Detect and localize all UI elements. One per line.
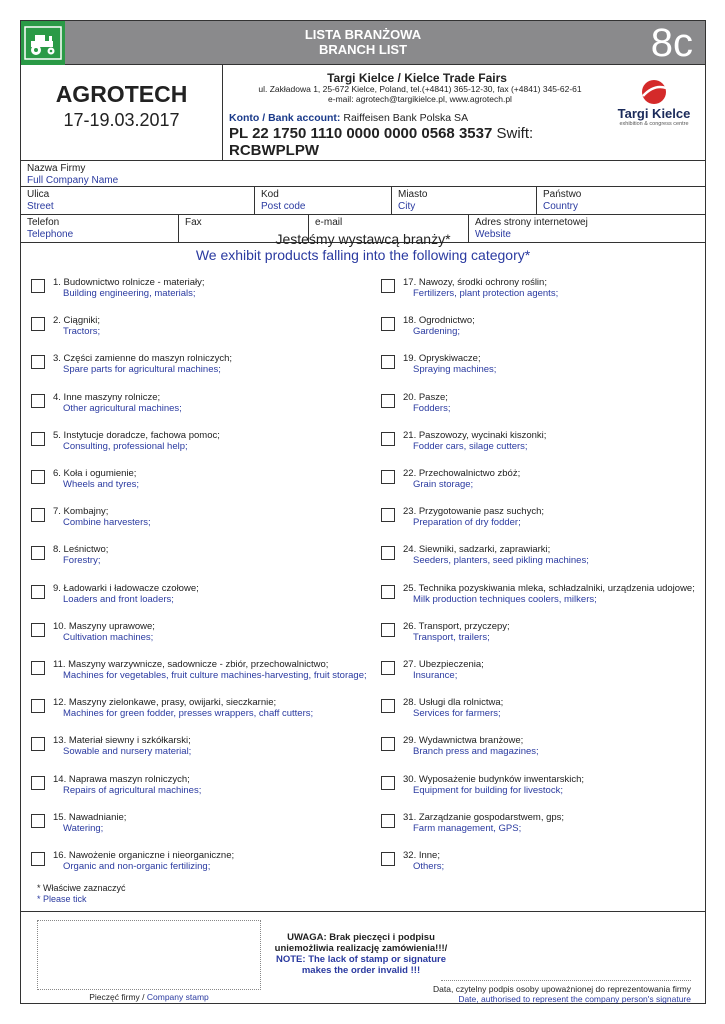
konto-label: Konto / — [229, 112, 266, 124]
category-checkbox[interactable] — [31, 852, 45, 866]
website-label-pl: Adres strony internetowej — [475, 217, 588, 228]
category-label-en: Others; — [413, 861, 445, 872]
list-title — [21, 27, 705, 57]
category-label-en: Gardening; — [413, 326, 461, 338]
category-label-pl: 21. Paszowozy, wycinaki kiszonki; — [403, 429, 547, 441]
category-label-pl: 22. Przechowalnictwo zbóż; — [403, 468, 521, 479]
category-label-pl: 14. Naprawa maszyn rolniczych; — [53, 773, 190, 785]
category-heading-en: We exhibit products falling into the following category* — [195, 247, 531, 263]
category-label-pl: 28. Usługi dla rolnictwa; — [403, 697, 504, 709]
signature-label-pl: Data, czytelny podpis osoby upoważnionej do reprezentowania firmy — [433, 984, 691, 994]
category-label-pl: 15. Nawadnianie; — [53, 811, 127, 823]
category-checkbox[interactable] — [31, 546, 45, 560]
category-checkbox[interactable] — [381, 546, 395, 560]
category-checkbox[interactable] — [381, 279, 395, 293]
street-label-en: Street — [27, 201, 54, 212]
category-checkbox[interactable] — [381, 317, 395, 331]
category-label-en: Machines for green fodder, presses wrappers, chaff cutters; — [63, 708, 314, 720]
category-label-pl: 20. Pasze; — [403, 391, 448, 403]
address-row — [21, 187, 705, 215]
category-label-en: Consulting, professional help; — [63, 440, 188, 452]
category-checkbox[interactable] — [381, 355, 395, 369]
category-label-en: Transport, trailers; — [413, 631, 490, 643]
category-label-en: Farm management, GPS; — [413, 822, 522, 834]
postcode-label-pl: Kod — [261, 189, 279, 200]
category-checkbox[interactable] — [381, 852, 395, 866]
event-name: AGROTECH — [55, 81, 188, 107]
category-label-pl: 32. Inne; — [403, 850, 440, 861]
category-label-pl: 12. Maszyny zielonkawe, prasy, owijarki, sieczkarnie; — [53, 697, 277, 709]
category-label-pl: 16. Nawożenie organiczne i nieorganiczne; — [53, 850, 235, 861]
event-block — [21, 65, 223, 160]
company-name-field[interactable] — [21, 161, 705, 186]
company-label-pl: Nazwa Firmy — [27, 163, 86, 174]
category-label-pl: 30. Wyposażenie budynków inwentarskich; — [403, 773, 585, 785]
signature-label-en: Date, authorised to represent the company person's signature — [458, 994, 691, 1004]
logo-subtitle: exhibition & congress centre — [619, 121, 689, 127]
category-checkbox[interactable] — [31, 776, 45, 790]
category-label-pl: 10. Maszyny uprawowe; — [53, 620, 155, 632]
category-label-en: Equipment for building for livestock; — [413, 784, 563, 796]
country-label-en: Country — [543, 201, 579, 212]
category-label-en: Fodder cars, silage cutters; — [413, 440, 528, 452]
category-label-en: Forestry; — [63, 555, 101, 567]
category-checkbox[interactable] — [381, 623, 395, 637]
category-checkbox[interactable] — [31, 279, 45, 293]
category-label-en: Tractors; — [63, 326, 101, 338]
category-heading-pl: Jesteśmy wystawcą branży* — [275, 231, 451, 247]
organizer-email: e-mail: agrotech@targikielce.pl, www.agrotech.pl — [328, 93, 512, 104]
organizer-address: ul. Zakładowa 1, 25-672 Kielce, Poland, tel.(+4841) 365-12-30, fax (+4841) 345-62-61 — [258, 84, 582, 94]
category-checkbox[interactable] — [31, 699, 45, 713]
category-label-en: Wheels and tyres; — [63, 479, 140, 490]
email-label: e-mail — [315, 217, 343, 228]
postcode-label-en: Post code — [261, 201, 306, 212]
category-label-en: Preparation of dry fodder; — [413, 517, 521, 529]
category-label-pl: 29. Wydawnictwa branżowe; — [403, 735, 524, 747]
category-label-pl: 9. Ładowarki i ładowacze czołowe; — [53, 582, 199, 594]
category-checkbox[interactable] — [381, 776, 395, 790]
category-label-en: Fodders; — [413, 402, 451, 414]
signature-label — [431, 984, 691, 1004]
category-label-pl: 19. Opryskiwacze; — [403, 353, 481, 365]
category-checkbox[interactable] — [381, 699, 395, 713]
logo-name: Targi Kielce — [617, 106, 691, 121]
category-checkbox[interactable] — [381, 814, 395, 828]
category-label-pl: 5. Instytucje doradcze, fachowa pomoc; — [53, 429, 220, 441]
category-label-pl: 13. Materiał siewny i szkółkarski; — [53, 735, 191, 747]
category-label-pl: 3. Części zamienne do maszyn rolniczych; — [53, 353, 232, 365]
category-checkbox[interactable] — [31, 737, 45, 751]
category-label-pl: 8. Leśnictwo; — [53, 544, 109, 556]
street-field[interactable] — [21, 187, 255, 214]
category-heading — [21, 231, 705, 263]
logo-mark-icon — [639, 79, 669, 105]
tick-note-pl: * Właściwe zaznaczyć — [37, 883, 126, 893]
category-label-pl: 2. Ciągniki; — [53, 315, 100, 327]
warning-en-2: makes the order invalid !!! — [301, 965, 421, 976]
category-label-pl: 7. Kombajny; — [53, 506, 109, 518]
category-label-en: Repairs of agricultural machines; — [63, 784, 202, 796]
category-checkbox[interactable] — [31, 317, 45, 331]
order-warning — [261, 932, 461, 976]
warning-pl-1: UWAGA: Brak pieczęci i podpisu — [287, 932, 435, 943]
category-label-pl: 18. Ogrodnictwo; — [403, 315, 475, 327]
phone-label-en: Telephone — [27, 229, 74, 240]
swift-code: RCBWPLPW — [229, 142, 319, 159]
category-checkbox[interactable] — [381, 737, 395, 751]
category-checkbox[interactable] — [31, 585, 45, 599]
form-frame — [20, 20, 706, 1004]
category-checkbox[interactable] — [31, 623, 45, 637]
bank-line — [229, 112, 611, 124]
category-label-en: Loaders and front loaders; — [63, 593, 174, 605]
organizer-block — [223, 65, 611, 160]
category-label-en: Fertilizers, plant protection agents; — [413, 288, 559, 299]
category-label-pl: 1. Budownictwo rolnicze - materiały; — [53, 277, 205, 288]
category-checkbox[interactable] — [31, 661, 45, 675]
category-label-en: Combine harvesters; — [63, 517, 151, 529]
category-label-en: Branch press and magazines; — [413, 746, 539, 758]
category-label-en: Machines for vegetables, fruit culture machines-harvesting, fruit storage; — [63, 670, 367, 681]
warning-pl-2: uniemożliwia realizację zamówienia!!!/ — [274, 943, 448, 954]
category-label-en: Watering; — [63, 822, 104, 834]
category-label-pl: 17. Nawozy, środki ochrony roślin; — [403, 277, 547, 288]
category-label-en: Services for farmers; — [413, 708, 501, 720]
event-dates: 17-19.03.2017 — [63, 110, 180, 130]
category-label-pl: 25. Technika pozyskiwania mleka, schładzalniki, urządzenia udojowe; — [403, 582, 695, 594]
city-label-en: City — [398, 201, 416, 212]
city-field[interactable] — [392, 187, 537, 214]
country-field[interactable] — [537, 187, 707, 214]
category-checkbox[interactable] — [31, 814, 45, 828]
warning-en-1: NOTE: The lack of stamp or signature — [276, 954, 446, 965]
category-label-pl: 23. Przygotowanie pasz suchych; — [403, 506, 544, 518]
iban-line — [229, 125, 611, 159]
top-bar — [21, 21, 705, 65]
fax-label: Fax — [185, 217, 202, 228]
category-label-en: Other agricultural machines; — [63, 402, 182, 414]
company-label-en: Full Company Name — [27, 175, 119, 186]
category-label-en: Cultivation machines; — [63, 631, 154, 643]
city-label-pl: Miasto — [398, 189, 428, 200]
targi-kielce-logo — [609, 79, 699, 139]
category-label-en: Spare parts for agricultural machines; — [63, 364, 221, 376]
country-label-pl: Państwo — [543, 189, 582, 200]
category-label-en: Spraying machines; — [413, 364, 497, 376]
fair-header — [21, 65, 705, 161]
website-label-en: Website — [475, 229, 511, 240]
iban: PL 22 1750 1110 0000 0000 0568 3537 — [229, 125, 493, 142]
category-label-pl: 24. Siewniki, sadzarki, zaprawiarki; — [403, 544, 551, 556]
category-checkbox[interactable] — [381, 661, 395, 675]
category-checkbox[interactable] — [381, 394, 395, 408]
tick-note-en: * Please tick — [37, 894, 87, 904]
category-label-pl: 4. Inne maszyny rolnicze; — [53, 391, 161, 403]
category-checkbox[interactable] — [381, 432, 395, 446]
company-stamp-area[interactable] — [37, 920, 261, 990]
category-label-en: Milk production techniques coolers, milkers; — [413, 593, 597, 605]
bank-name: Raiffeisen Bank Polska SA — [343, 112, 469, 124]
phone-label-pl: Telefon — [27, 217, 60, 228]
category-checkbox[interactable] — [381, 470, 395, 484]
organizer-name: Targi Kielce / Kielce Trade Fairs — [327, 71, 507, 85]
street-label-pl: Ulica — [27, 189, 50, 200]
category-label-en: Building engineering, materials; — [63, 288, 196, 299]
category-checkbox[interactable] — [31, 508, 45, 522]
category-checkbox[interactable] — [31, 394, 45, 408]
category-label-en: Seeders, planters, seed pikling machines; — [413, 555, 589, 567]
stamp-label-en: Company stamp — [146, 992, 209, 1002]
signature-section — [21, 911, 705, 1005]
company-row — [21, 161, 705, 187]
category-checkbox[interactable] — [31, 470, 45, 484]
category-checkbox[interactable] — [381, 585, 395, 599]
list-title-pl: LISTA BRANŻOWA — [304, 27, 422, 42]
stamp-label-pl: Pieczęć firmy / — [89, 992, 145, 1002]
category-label-en: Insurance; — [413, 670, 458, 681]
stamp-label — [37, 992, 261, 1002]
form-code: 8c — [650, 21, 693, 65]
category-checkbox[interactable] — [31, 432, 45, 446]
category-checkbox[interactable] — [381, 508, 395, 522]
category-label-en: Sowable and nursery material; — [63, 746, 192, 758]
category-label-pl: 26. Transport, przyczepy; — [403, 620, 510, 632]
postcode-field[interactable] — [255, 187, 392, 214]
category-label-pl: 27. Ubezpieczenia; — [403, 659, 484, 670]
category-label-pl: 11. Maszyny warzywnicze, sadownicze - zbiór, przechowalnictwo; — [53, 659, 329, 670]
category-label-pl: 31. Zarządzanie gospodarstwem, gps; — [403, 811, 565, 823]
signature-line[interactable] — [441, 980, 691, 981]
list-title-en: BRANCH LIST — [318, 42, 408, 57]
bank-account-label: Bank account: — [268, 112, 341, 124]
category-label-pl: 6. Koła i ogumienie; — [53, 468, 137, 479]
tick-note — [37, 883, 126, 905]
category-label-en: Grain storage; — [413, 479, 474, 490]
category-checkbox[interactable] — [31, 355, 45, 369]
swift-label: Swift: — [496, 125, 534, 142]
category-label-en: Organic and non-organic fertilizing; — [63, 861, 211, 872]
